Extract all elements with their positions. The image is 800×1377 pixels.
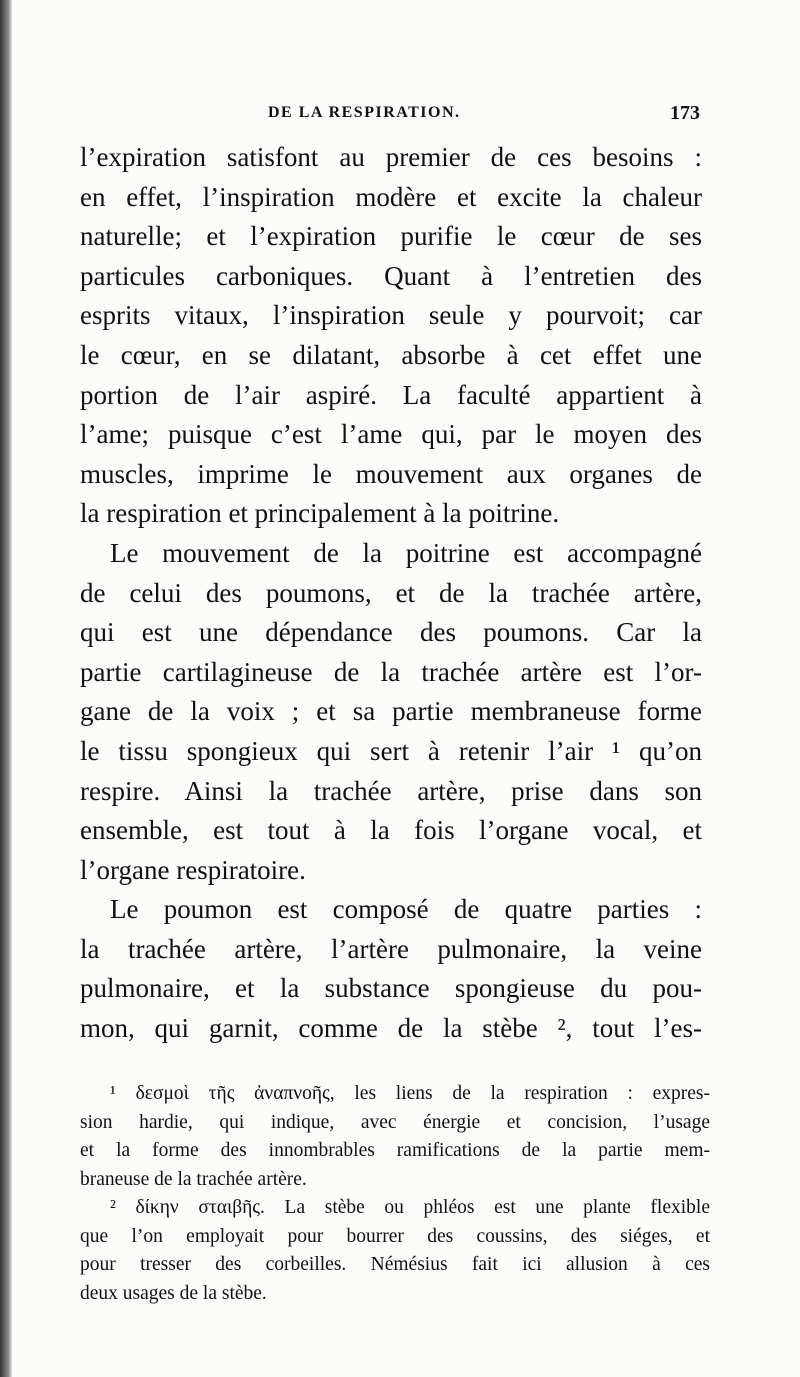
text-line: en effet, l’inspiration modère et excite la chaleur (80, 181, 702, 212)
text-line: muscles, imprime le mouvement aux organes de (80, 458, 702, 489)
text-line: l’organe respiratoire. (80, 854, 306, 885)
footnotes (80, 1080, 710, 1308)
footnote-line: pour tresser des corbeilles. Némésius fait ici allusion à ces (80, 1254, 710, 1275)
text-line: portion de l’air aspiré. La faculté appartient à (80, 379, 702, 410)
text-line: respire. Ainsi la trachée artère, prise dans son (80, 775, 702, 806)
footnote-line: braneuse de la trachée artère. (80, 1168, 307, 1190)
text-line: gane de la voix ; et sa partie membraneuse forme (80, 696, 702, 727)
footnote-line: ¹ δεσμοὶ τῆς ἀναπνοῆς, les liens de la respiration : expres- (110, 1083, 710, 1104)
text-line: ensemble, est tout à la fois l’organe vocal, et (80, 815, 702, 846)
text-line: l’expiration satisfont au premier de ces besoins : (80, 142, 702, 172)
text-line: mon, qui garnit, comme de la stèbe ², tout l’es- (80, 1013, 702, 1044)
footnote-line: ² δίκην σταιβῆς. La stèbe ou phléos est une plante flexible (110, 1197, 710, 1218)
text-line: la respiration et principalement à la poitrine. (80, 498, 560, 529)
text-line: Le mouvement de la poitrine est accompagné (110, 537, 702, 568)
text-line: la trachée artère, l’artère pulmonaire, la veine (80, 933, 702, 964)
text-line: qui est une dépendance des poumons. Car la (80, 617, 702, 648)
text-line: particules carboniques. Quant à l’entretien des (80, 260, 702, 291)
text-line: Le poumon est composé de quatre parties : (110, 894, 702, 925)
text-line: le tissu spongieux qui sert à retenir l’air ¹ qu’on (80, 735, 702, 766)
text-line: naturelle; et l’expiration purifie le cœur de ses (80, 221, 702, 252)
text-line: esprits vitaux, l’inspiration seule y pourvoit; car (80, 300, 702, 331)
page-header (268, 104, 708, 134)
footnote-line: deux usages de la stèbe. (80, 1282, 267, 1304)
text-line: pulmonaire, et la substance spongieuse du pou- (80, 973, 702, 1004)
footnote-line: sion hardie, qui indique, avec énergie et concision, l’usage (80, 1111, 710, 1133)
footnote-line: que l’on employait pour bourrer des coussins, des siéges, et (80, 1225, 710, 1247)
footnote-line: et la forme des innombrables ramifications de la partie mem- (80, 1140, 710, 1161)
main-text (80, 138, 702, 1049)
page-number: 173 (670, 102, 700, 124)
text-line: l’ame; puisque c’est l’ame qui, par le moyen des (80, 419, 702, 450)
text-line: partie cartilagineuse de la trachée artère est l’or- (80, 656, 702, 687)
running-head: DE LA RESPIRATION. (268, 104, 461, 121)
text-line: de celui des poumons, et de la trachée artère, (80, 577, 702, 608)
text-line: le cœur, en se dilatant, absorbe à cet effet une (80, 339, 702, 370)
scan-edge (0, 0, 12, 1377)
